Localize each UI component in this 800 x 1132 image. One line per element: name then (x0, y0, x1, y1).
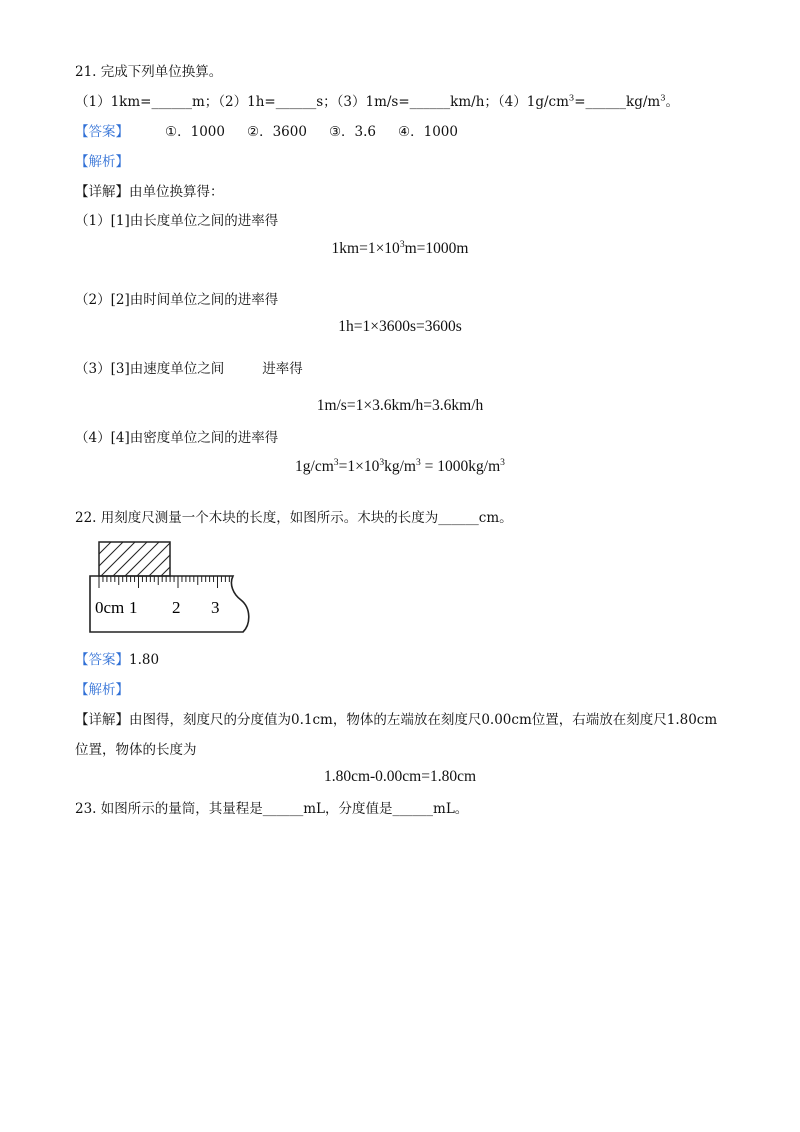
q21-step2: （2）[2]由时间单位之间的进率得 (75, 292, 279, 308)
q21-part2: （2）1h=______s； (218, 94, 337, 110)
step3-part: （3）[3]由速度单位之间 (75, 361, 225, 377)
q21-detail-text: 由单位换算得： (129, 184, 224, 200)
q22-detail-2: 位置，物体的长度为 (75, 742, 197, 758)
q21-part4b: =______kg/m (574, 94, 661, 110)
ruler-label-3: 3 (211, 598, 220, 617)
q21-formula-4 (0, 458, 800, 476)
q21-sup: 3 (568, 92, 575, 103)
formula-sup: 3 (416, 456, 421, 468)
q21-step3 (75, 360, 303, 378)
q21-part1: （1）1km=______m； (75, 94, 219, 110)
q21-answer-3: ③．3.6 (328, 124, 377, 140)
formula-sup: 3 (500, 456, 505, 468)
formula-part: =1×10 (338, 458, 380, 475)
ruler-figure (85, 538, 265, 638)
q21-step1: （1）[1]由长度单位之间的进率得 (75, 213, 279, 229)
formula-part: 1km=1×10 (331, 240, 400, 257)
q22-title: 22. 用刻度尺测量一个木块的长度，如图所示。木块的长度为______cm。 (75, 510, 513, 526)
q21-answer-4: ④．1000 (398, 124, 458, 140)
formula-part: 1g/cm (295, 458, 334, 475)
detail-tag: 【详解】 (75, 184, 129, 200)
q22-detail-1 (75, 711, 717, 729)
formula-part: m=1000m (404, 240, 469, 257)
q21-title: 21. 完成下列单位换算。 (75, 64, 223, 80)
q21-formula-3: 1m/s=1×3.6km/h=3.6km/h (316, 397, 484, 414)
formula-part: = 1000kg/m (420, 458, 501, 475)
formula-sup: 3 (399, 238, 405, 250)
answer-tag: 【答案】 (75, 124, 129, 140)
formula-part: kg/m (384, 458, 416, 475)
q21-answer-1: ①．1000 (165, 124, 225, 140)
q21-part4a: （4）1g/cm (497, 94, 569, 110)
ruler-ticks (99, 576, 229, 588)
detail-tag: 【详解】 (75, 712, 129, 728)
answer-tag: 【答案】 (75, 652, 129, 668)
ruler-label-0: 0cm (95, 598, 125, 617)
analysis-tag: 【解析】 (75, 682, 129, 698)
q22-answer-value: 1.80 (129, 652, 160, 668)
analysis-tag: 【解析】 (75, 154, 129, 170)
q23-title: 23. 如图所示的量筒，其量程是______mL，分度值是______mL。 (75, 801, 469, 817)
q21-answer (75, 123, 458, 141)
q21-formula-2: 1h=1×3600s=3600s (338, 318, 462, 335)
q21-step4: （4）[4]由密度单位之间的进率得 (75, 430, 279, 446)
step3-part: 进率得 (262, 361, 303, 377)
q21-detail (75, 183, 224, 201)
q21-part3: （3）1m/s=______km/h； (336, 94, 498, 110)
q22-formula: 1.80cm-0.00cm=1.80cm (323, 768, 477, 785)
ruler-label-2: 2 (172, 598, 181, 617)
q22-answer (75, 651, 159, 669)
q21-prompt (75, 93, 679, 111)
q21-part4c: 。 (665, 94, 680, 110)
formula-sup: 3 (333, 456, 339, 468)
formula-sup: 3 (379, 456, 385, 468)
q21-answer-2: ②．3600 (246, 124, 307, 140)
wooden-block (85, 542, 195, 576)
q21-formula-1 (0, 240, 800, 258)
ruler-label-1: 1 (129, 598, 138, 617)
q22-detail-text: 由图得，刻度尺的分度值为0.1cm，物体的左端放在刻度尺0.00cm位置，右端放在刻度尺1.80cm (129, 712, 718, 728)
q21-sup: 3 (660, 92, 666, 103)
